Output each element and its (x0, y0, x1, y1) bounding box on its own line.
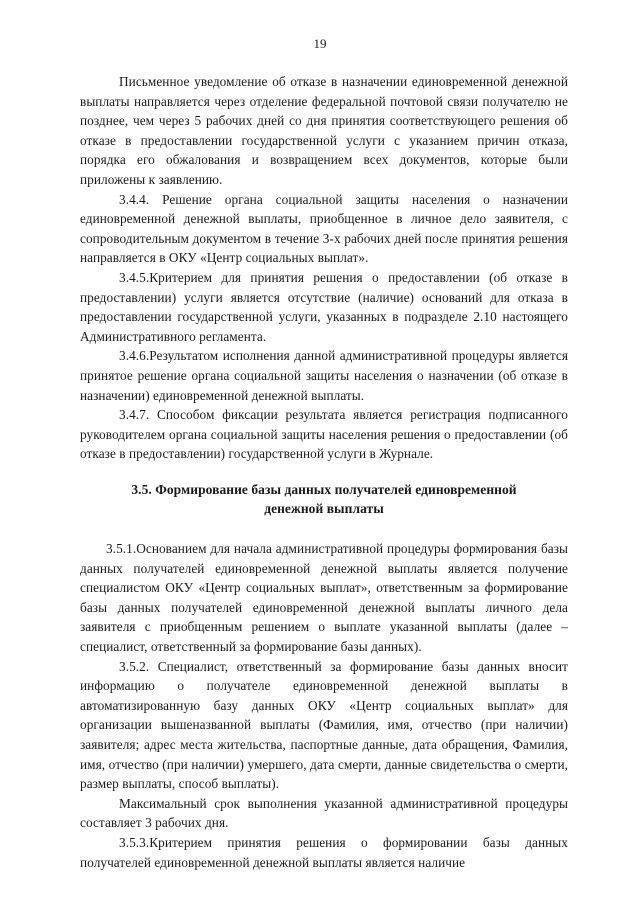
paragraph-3-5-2: 3.5.2. Специалист, ответственный за формирование базы данных вносит информацию о получателе единовременной денежной выплаты в автоматизированную базу данных ОКУ «Центр социальных выплат» для организации вышеназванной выплаты (Фамилия, имя, отчество (при наличии) заявителя; адрес места жительства, паспортные данные, дата обращения, Фамилия, имя, отчество (при наличии) умершего, дата смерти, данные свидетельства о смерти, размер выплаты, способ выплаты). (80, 658, 568, 792)
paragraph-3-4-5: 3.4.5.Критерием для принятия решения о предоставлении (об отказе в предоставлении) услуги является отсутствие (наличие) оснований для отказа в предоставлении государственной услуги, указанных в подразделе 2.10 настоящего Административного регламента. (80, 269, 568, 344)
paragraph-3-5-3: 3.5.3.Критерием принятия решения о формировании базы данных получателей единовременной денежной выплаты является наличие (80, 834, 568, 870)
paragraph-3-4-7: 3.4.7. Способом фиксации результата является регистрация подписанного руководителем органа социальной защиты населения решения о предоставлении (об отказе в предоставлении) государственной услуги в Журнале. (80, 407, 568, 462)
page-number: 19 (313, 36, 327, 51)
paragraph-3-4-4: 3.4.4. Решение органа социальной защиты населения о назначении единовременной денежной выплаты, приобщенное в личное дело заявителя, с сопроводительным документом в течение 3-х рабочих дней после принятия решения направляется в ОКУ «Центр социальных выплат». (80, 191, 568, 266)
paragraph-notification: Письменное уведомление об отказе в назначении единовременной денежной выплаты направляется через отделение федеральной почтовой связи получателю не позднее, чем через 5 рабочих дней со дня принятия соответствующего решения об отказе в предоставлении государственной услуги с указанием причин отказа, порядка его обжалования и возвращением всех документов, которые были приложены к заявлению. (80, 74, 568, 187)
document-body (80, 72, 568, 872)
section-heading-3-5 (80, 480, 568, 519)
paragraph-3-5-1: 3.5.1.Основанием для начала административной процедуры формирования базы данных получателей единовременной денежной выплаты является получение специалистом ОКУ «Центр социальных выплат», ответственным за формирование базы данных получателей единовременной денежной выплаты личного дела заявителя с приобщенным решением о выплате указанной выплаты (далее – специалист, ответственный за формирование базы данных). (80, 541, 568, 655)
section-heading-line-1: 3.5. Формирование базы данных получателей единовременной (131, 481, 517, 497)
paragraph-max-term: Максимальный срок выполнения указанной административной процедуры составляет 3 рабочих дня. (80, 795, 568, 831)
paragraph-3-4-6: 3.4.6.Результатом исполнения данной административной процедуры является принятое решение органа социальной защиты населения о назначении (об отказе в назначении) единовременной денежной выплаты. (80, 348, 568, 403)
section-heading-line-2: денежной выплаты (264, 501, 384, 517)
